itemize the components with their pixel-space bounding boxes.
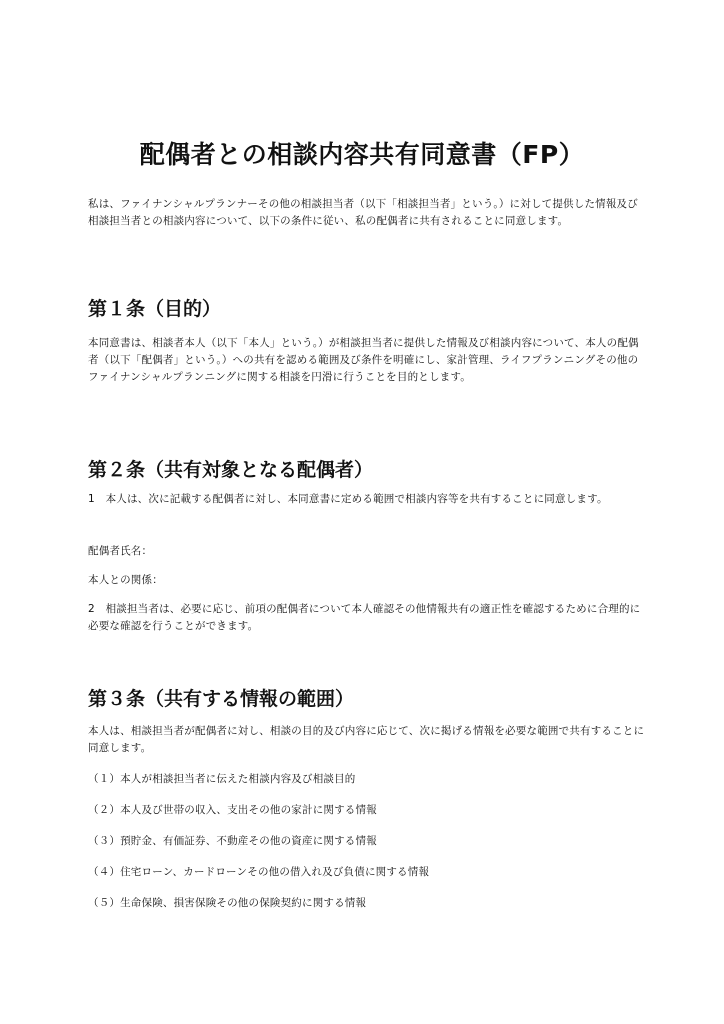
- list-item: （５）生命保険、損害保険その他の保険契約に関する情報: [88, 897, 367, 909]
- spouse-name-label: 配偶者氏名：: [88, 545, 153, 557]
- list-item: （３）預貯金、有価証券、不動産その他の資産に関する情報: [88, 835, 377, 847]
- list-item: （１）本人が相談担当者に伝えた相談内容及び相談目的: [88, 773, 356, 785]
- article-1-heading: 第１条（目的）: [88, 298, 222, 320]
- document-title: 配偶者との相談内容共有同意書（FP）: [139, 139, 585, 169]
- article-1-body: 本同意書は、相談者本人（以下「本人」という。）が相談担当者に提供した情報及び相談内容について、本人の配偶者（以下「配偶者」という。）への共有を認める範囲及び条件を明確にし、家計管理、ライフプランニングその他のファイナンシャルプランニングに関する相談を円滑に行うことを目的とします。: [88, 337, 639, 383]
- article-2-heading: 第２条（共有対象となる配偶者）: [88, 459, 374, 481]
- intro-paragraph: 私は、ファイナンシャルプランナーその他の相談担当者（以下「相談担当者」という。）に対して提供した情報及び相談担当者との相談内容について、以下の条件に従い、私の配偶者に共有されることに同意します。: [88, 198, 638, 227]
- list-item: （２）本人及び世帯の収入、支出その他の家計に関する情報: [88, 804, 377, 816]
- article-3-heading: 第３条（共有する情報の範囲）: [88, 688, 355, 710]
- article-2-item-1: 1 本人は、次に記載する配偶者に対し、本同意書に定める範囲で相談内容等を共有することに同意します。: [88, 493, 608, 505]
- list-item: （４）住宅ローン、カードローンその他の借入れ及び負債に関する情報: [88, 866, 430, 878]
- article-3-body: 本人は、相談担当者が配偶者に対し、相談の目的及び内容に応じて、次に掲げる情報を必要な範囲で共有することに同意します。: [88, 725, 645, 754]
- article-2-item-2: 2 相談担当者は、必要に応じ、前項の配偶者について本人確認その他情報共有の適正性を確認するために合理的に必要な確認を行うことができます。: [88, 603, 641, 632]
- relationship-label: 本人との関係：: [88, 574, 163, 586]
